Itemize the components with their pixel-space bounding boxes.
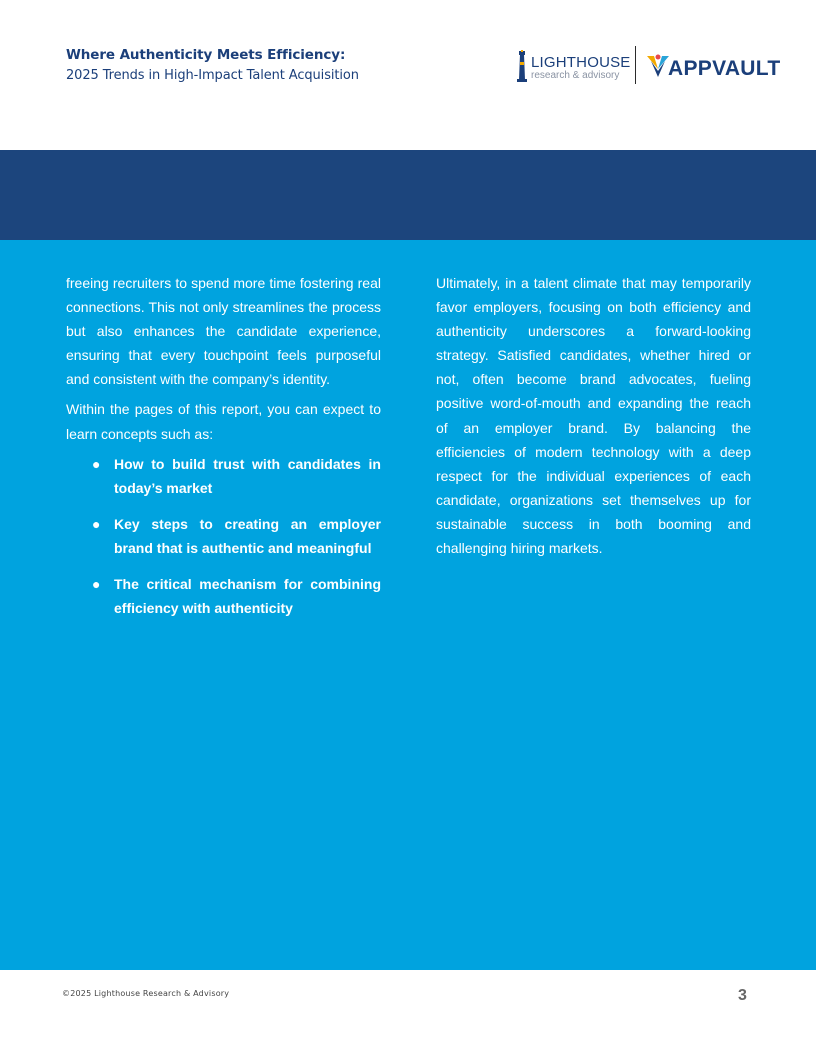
list-item: ● The critical mechanism for combining efficiency with authenticity <box>92 576 381 617</box>
page-number: 3 <box>738 987 747 1004</box>
lighthouse-name: LIGHTHOUSE <box>531 54 631 71</box>
report-title: Where Authenticity Meets Efficiency: <box>66 47 346 63</box>
concepts-list <box>66 452 381 621</box>
page-header <box>0 0 816 150</box>
right-column <box>436 271 751 566</box>
lighthouse-logo <box>515 50 630 84</box>
navy-banner <box>0 150 816 240</box>
appvault-logo <box>646 53 781 83</box>
lighthouse-subtitle: research & advisory <box>531 70 620 81</box>
left-column <box>66 271 381 632</box>
conclusion-paragraph: Ultimately, in a talent climate that may temporarily favor employers, focusing on both efficiency and authenticity underscores a forward-looking strategy. Satisfied candidates, whether hired or not, often become brand advocates, fueling positive word-of-mouth and expanding the reach of an employer brand. By balancing the efficiencies of modern technology with a deep respect for the individual experiences of each candidate, organizations set themselves up for sustainable success in both booming and challenging hiring markets. <box>436 275 751 557</box>
intro-paragraph: freeing recruiters to spend more time fostering real connections. This not only streamlines the process but also enhances the candidate experience, ensuring that every touchpoint feels purposeful and consistent with the company’s identity. <box>66 275 381 388</box>
report-subtitle: 2025 Trends in High-Impact Talent Acquisition <box>66 68 359 83</box>
appvault-mark-icon <box>646 53 670 79</box>
list-item: ● Key steps to creating an employer brand that is authentic and meaningful <box>92 515 381 556</box>
concepts-intro: Within the pages of this report, you can expect to learn concepts such as: <box>66 401 381 442</box>
logo-divider <box>635 46 636 84</box>
list-item: ● How to build trust with candidates in today’s market <box>92 455 381 496</box>
appvault-name: APPVAULT <box>668 57 781 80</box>
lighthouse-tower-icon <box>515 50 529 82</box>
footer-copyright: ©2025 Lighthouse Research & Advisory <box>62 989 230 998</box>
